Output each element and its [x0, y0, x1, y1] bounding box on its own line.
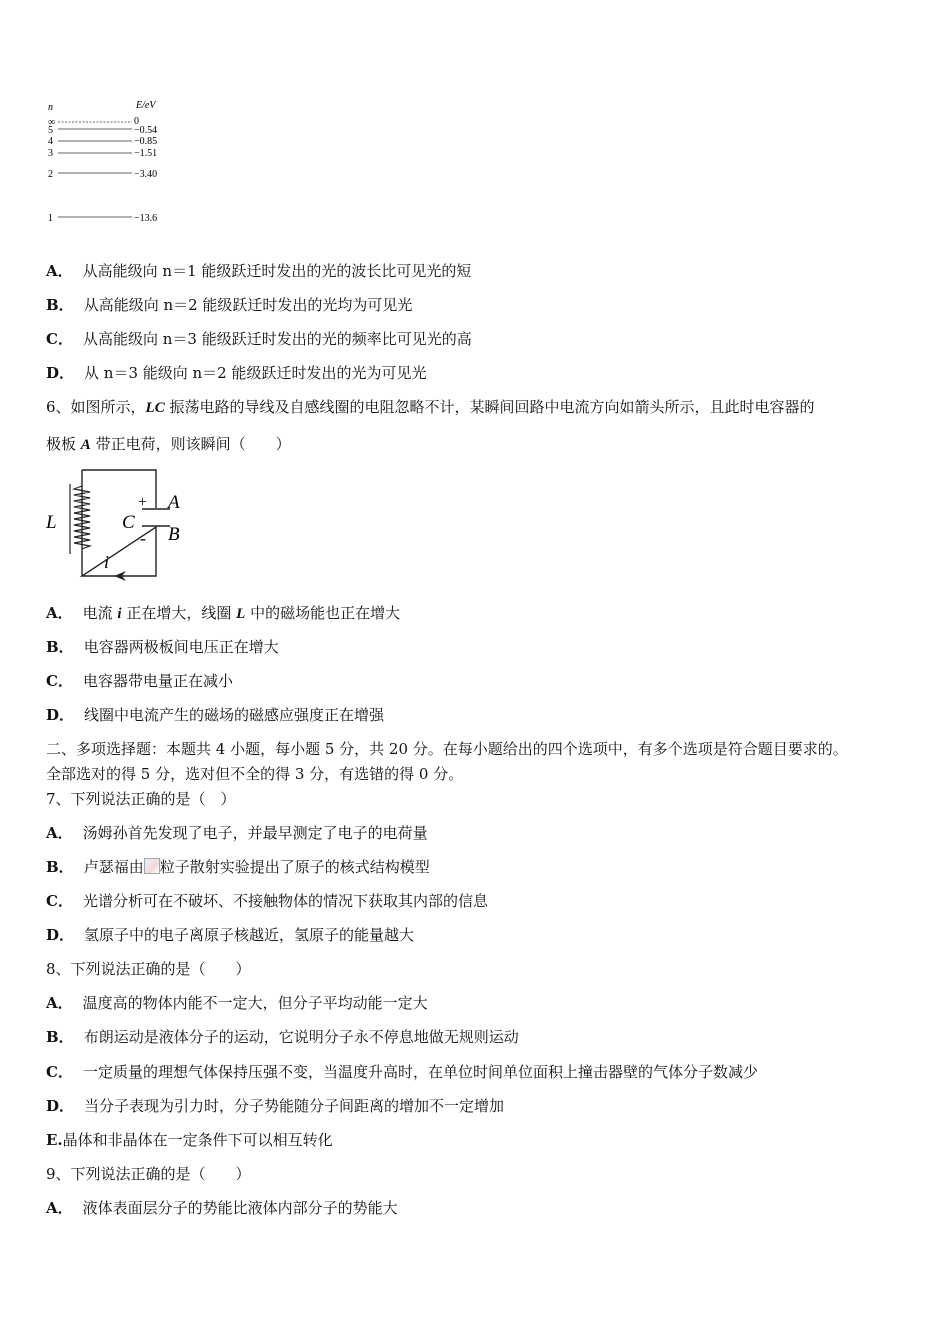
- q6-a-symbol: A: [80, 437, 91, 453]
- level-n-1: 1: [48, 213, 53, 224]
- option-letter: E.: [46, 1131, 63, 1149]
- var-l: L: [236, 606, 246, 622]
- option-text: 线圈中电流产生的磁场的磁感应强度正在增强: [84, 706, 385, 724]
- section2-line1: 二、多项选择题：本题共 4 小题，每小题 5 分，共 20 分。在每小题给出的四个选项中，有多个选项是符合题目要求的。: [46, 740, 848, 758]
- option-text: 电容器两极板间电压正在增大: [83, 638, 279, 656]
- option-text: 液体表面层分子的势能比液体内部分子的势能大: [82, 1199, 398, 1217]
- option-text: 电流: [82, 604, 118, 622]
- option-letter: C．: [46, 672, 73, 690]
- section2-line2: 全部选对的得 5 分，选对但不全的得 3 分，有选错的得 0 分。: [46, 765, 464, 783]
- option-text: 布朗运动是液体分子的运动，它说明分子永不停息地做无规则运动: [83, 1028, 519, 1046]
- level-e-3: −1.51: [134, 148, 158, 159]
- level-e-inf: 0: [134, 116, 139, 127]
- option-letter: C．: [46, 1063, 73, 1081]
- q6-stem-part: 带正电荷，则该瞬间（ ）: [90, 435, 291, 453]
- label-i: i: [104, 552, 110, 572]
- option-text: 温度高的物体内能不一定大，但分子平均动能一定大: [82, 994, 428, 1012]
- q8-option-a: [46, 993, 428, 1013]
- option-text: 一定质量的理想气体保持压强不变，当温度升高时，在单位时间单位面积上撞击器壁的气体分子数减少: [82, 1063, 758, 1081]
- option-text: 当分子表现为引力时，分子势能随分子间距离的增加不一定增加: [84, 1097, 505, 1115]
- q7-option-d: [46, 925, 414, 945]
- level-n-3: 3: [48, 148, 53, 159]
- label-minus: -: [140, 528, 146, 548]
- q6-lc-symbol: LC: [145, 400, 165, 416]
- q8-option-e: [46, 1130, 333, 1150]
- alpha-symbol-image-icon: [144, 858, 160, 874]
- var-i: i: [117, 606, 122, 622]
- level-n-inf: ∞: [48, 117, 56, 128]
- level-e-2: −3.40: [134, 169, 158, 180]
- option-letter: D．: [46, 364, 75, 382]
- q7-option-b: [46, 857, 430, 877]
- option-letter: B．: [46, 1028, 74, 1046]
- option-letter: C．: [46, 330, 73, 348]
- n-header: n: [48, 102, 53, 113]
- q9-stem: 9、下列说法正确的是（ ）: [46, 1165, 251, 1183]
- option-letter: A．: [46, 262, 73, 280]
- option-text: 从高能级向 n＝3 能级跃迁时发出的光的频率比可见光的高: [82, 330, 472, 348]
- e-header: E/eV: [136, 100, 156, 111]
- q6-option-a: [46, 603, 400, 624]
- option-letter: C．: [46, 892, 73, 910]
- q8-option-d: [46, 1096, 504, 1116]
- level-e-4: −0.85: [134, 136, 158, 147]
- option-text: 中的磁场能也正在增大: [245, 604, 401, 622]
- option-letter: A．: [46, 994, 73, 1012]
- q6-stem-line2: [46, 434, 291, 455]
- q6-option-c: [46, 671, 233, 691]
- q8-option-b: [46, 1027, 519, 1047]
- option-letter: A．: [46, 604, 73, 622]
- label-l: L: [46, 512, 57, 533]
- level-n-5: 5: [48, 125, 53, 136]
- option-letter: D．: [46, 926, 75, 944]
- level-e-5: −0.54: [134, 125, 158, 136]
- label-plus: +: [138, 494, 148, 511]
- q6-stem-part: 6、如图所示，: [46, 398, 146, 416]
- option-text: 粒子散射实验提出了原子的核式结构模型: [159, 858, 430, 876]
- q6-stem-part: 振荡电路的导线及自感线圈的电阻忽略不计，某瞬间回路中电流方向如箭头所示，且此时电容器的: [164, 398, 815, 416]
- circuit-wire: [82, 470, 156, 576]
- option-text: 从 n＝3 能级向 n＝2 能级跃迁时发出的光为可见光: [84, 364, 427, 382]
- label-c: C: [122, 512, 135, 533]
- level-e-1: −13.6: [134, 213, 158, 224]
- option-text: 光谱分析可在不破坏、不接触物体的情况下获取其内部的信息: [82, 892, 488, 910]
- label-b: B: [168, 524, 180, 545]
- q8-stem: 8、下列说法正确的是（ ）: [46, 960, 251, 978]
- option-letter: A．: [46, 824, 73, 842]
- option-letter: D．: [46, 706, 75, 724]
- q5-option-c: [46, 329, 472, 349]
- level-n-2: 2: [48, 169, 53, 180]
- q6-option-b: [46, 637, 279, 657]
- q5-option-d: [46, 363, 427, 383]
- option-text: 氢原子中的电子离原子核越近，氢原子的能量越大: [84, 926, 415, 944]
- q7-option-c: [46, 891, 488, 911]
- lc-circuit-diagram: [42, 464, 192, 582]
- option-letter: D．: [46, 1097, 75, 1115]
- option-letter: A．: [46, 1199, 73, 1217]
- option-text: 从高能级向 n＝2 能级跃迁时发出的光均为可见光: [83, 296, 413, 314]
- q6-stem-line1: [46, 397, 815, 418]
- option-text: 从高能级向 n＝1 能级跃迁时发出的光的波长比可见光的短: [82, 262, 472, 280]
- q7-option-a: [46, 823, 428, 843]
- q5-option-a: [46, 261, 471, 281]
- option-text: 晶体和非晶体在一定条件下可以相互转化: [62, 1131, 333, 1149]
- q6-stem-part: 极板: [46, 435, 81, 453]
- option-text: 汤姆孙首先发现了电子，并最早测定了电子的电荷量: [82, 824, 428, 842]
- q5-option-b: [46, 295, 412, 315]
- option-text: 正在增大，线圈: [121, 604, 237, 622]
- option-text: 电容器带电量正在减小: [82, 672, 233, 690]
- option-text: 卢瑟福由: [83, 858, 144, 876]
- q9-option-a: [46, 1198, 398, 1218]
- q7-stem: 7、下列说法正确的是（ ）: [46, 790, 236, 808]
- q8-option-c: [46, 1062, 758, 1082]
- option-letter: B．: [46, 858, 74, 876]
- label-a: A: [168, 492, 180, 513]
- q6-option-d: [46, 705, 384, 725]
- option-letter: B．: [46, 638, 74, 656]
- option-letter: B．: [46, 296, 74, 314]
- energy-level-diagram: [44, 96, 174, 226]
- level-n-4: 4: [48, 136, 53, 147]
